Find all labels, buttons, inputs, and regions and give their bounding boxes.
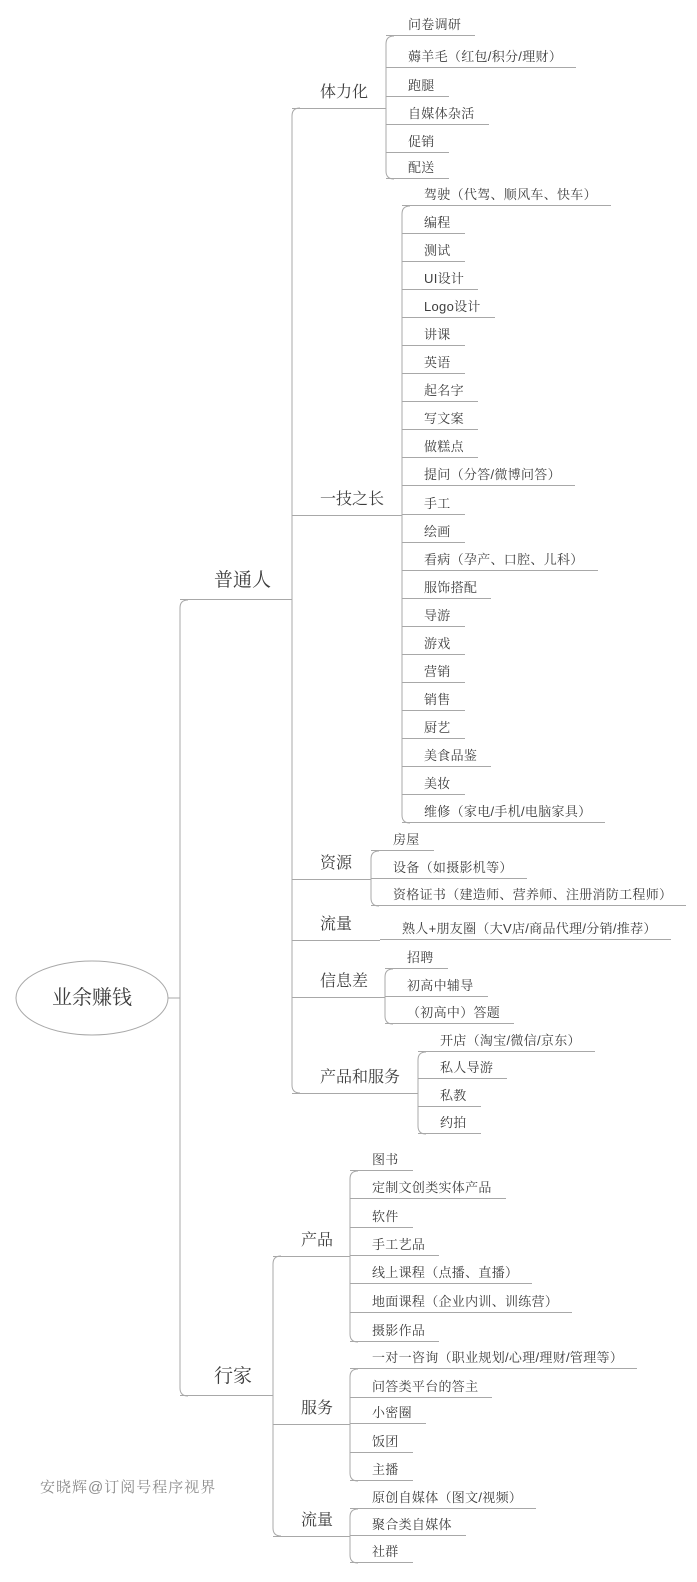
leaf-node-label: 英语 xyxy=(402,355,465,374)
leaf-node-label: 配送 xyxy=(386,160,449,179)
leaf-node-label: 饭团 xyxy=(350,1434,413,1453)
leaf-node-label: 设备（如摄影机等） xyxy=(371,860,527,879)
leaf-node-label: 熟人+朋友圈（大V店/商品代理/分销/推荐） xyxy=(380,921,671,940)
leaf-node-label: 定制文创类实体产品 xyxy=(350,1180,506,1199)
trunk-bracket xyxy=(180,600,188,1396)
leaf-node-label: 招聘 xyxy=(385,950,448,969)
leaf-node-label: 手工 xyxy=(402,496,465,515)
leaf-node-label: 测试 xyxy=(402,243,465,262)
leaf-node-label: 绘画 xyxy=(402,524,465,543)
watermark: 安晓辉@订阅号程序视界 xyxy=(40,1479,217,1496)
branch-node-label: 产品 xyxy=(273,1230,350,1257)
leaf-node-label: 约拍 xyxy=(418,1115,481,1134)
leaf-node-label: 私教 xyxy=(418,1088,481,1107)
branch-node-label: 流量 xyxy=(273,1510,350,1537)
leaf-node-label: 薅羊毛（红包/积分/理财） xyxy=(386,49,576,68)
branch-node-label: 普通人 xyxy=(180,568,292,600)
leaf-node-label: 资格证书（建造师、营养师、注册消防工程师） xyxy=(371,887,686,906)
leaf-node-label: 厨艺 xyxy=(402,720,465,739)
leaf-node-label: UI设计 xyxy=(402,271,478,290)
branch-node-label: 信息差 xyxy=(292,971,385,998)
branch-node-label: 体力化 xyxy=(292,82,386,109)
root-node-label: 业余赚钱 xyxy=(52,987,132,1009)
leaf-node-label: 编程 xyxy=(402,215,465,234)
leaf-node-label: 手工艺品 xyxy=(350,1237,439,1256)
branch-node-label: 产品和服务 xyxy=(292,1067,418,1094)
leaf-node-label: 主播 xyxy=(350,1462,413,1481)
leaf-node-label: 促销 xyxy=(386,134,449,153)
leaf-node-label: 聚合类自媒体 xyxy=(350,1517,466,1536)
leaf-node-label: 提问（分答/微博问答） xyxy=(402,467,575,486)
leaf-node-label: 图书 xyxy=(350,1152,413,1171)
leaf-node-label: 社群 xyxy=(350,1544,413,1563)
leaf-node-label: 写文案 xyxy=(402,411,478,430)
leaf-node-label: 讲课 xyxy=(402,327,465,346)
leaf-node-label: 跑腿 xyxy=(386,78,449,97)
leaf-node-label: 做糕点 xyxy=(402,439,478,458)
leaf-node-label: 问答类平台的答主 xyxy=(350,1379,492,1398)
leaf-node-label: 开店（淘宝/微信/京东） xyxy=(418,1033,595,1052)
leaf-node-label: 导游 xyxy=(402,608,465,627)
leaf-node-label: 线上课程（点播、直播） xyxy=(350,1265,532,1284)
branch-bracket xyxy=(273,1256,281,1536)
leaf-node-label: 看病（孕产、口腔、儿科） xyxy=(402,552,598,571)
branch-node-label: 一技之长 xyxy=(292,489,402,516)
leaf-node-label: 原创自媒体（图文/视频） xyxy=(350,1490,536,1509)
branch-node-label: 行家 xyxy=(180,1364,273,1396)
leaf-node-label: 销售 xyxy=(402,692,465,711)
leaf-node-label: Logo设计 xyxy=(402,299,495,318)
leaf-node-label: 软件 xyxy=(350,1209,413,1228)
leaf-node-label: 摄影作品 xyxy=(350,1323,439,1342)
branch-bracket xyxy=(292,108,300,1093)
leaf-node-label: 驾驶（代驾、顺风车、快车） xyxy=(402,187,611,206)
leaf-node-label: 地面课程（企业内训、训练营） xyxy=(350,1294,572,1313)
leaf-node-label: 起名字 xyxy=(402,383,478,402)
leaf-node-label: 美食品鉴 xyxy=(402,748,491,767)
leaf-node-label: 房屋 xyxy=(371,832,434,851)
leaf-node-label: 一对一咨询（职业规划/心理/理财/管理等） xyxy=(350,1350,637,1369)
leaf-node-label: 初高中辅导 xyxy=(385,978,488,997)
leaf-node-label: 自媒体杂活 xyxy=(386,106,489,125)
leaf-node-label: 维修（家电/手机/电脑家具） xyxy=(402,804,605,823)
branch-node-label: 流量 xyxy=(292,914,380,941)
leaf-node-label: 问卷调研 xyxy=(386,17,475,36)
leaf-node-label: 小密圈 xyxy=(350,1405,426,1424)
branch-node-label: 资源 xyxy=(292,853,371,880)
leaf-node-label: 营销 xyxy=(402,664,465,683)
leaf-node-label: 游戏 xyxy=(402,636,465,655)
leaf-node-label: 美妆 xyxy=(402,776,465,795)
leaf-node-label: （初高中）答题 xyxy=(385,1005,514,1024)
branch-node-label: 服务 xyxy=(273,1398,350,1425)
leaf-node-label: 服饰搭配 xyxy=(402,580,491,599)
leaf-node-label: 私人导游 xyxy=(418,1060,507,1079)
